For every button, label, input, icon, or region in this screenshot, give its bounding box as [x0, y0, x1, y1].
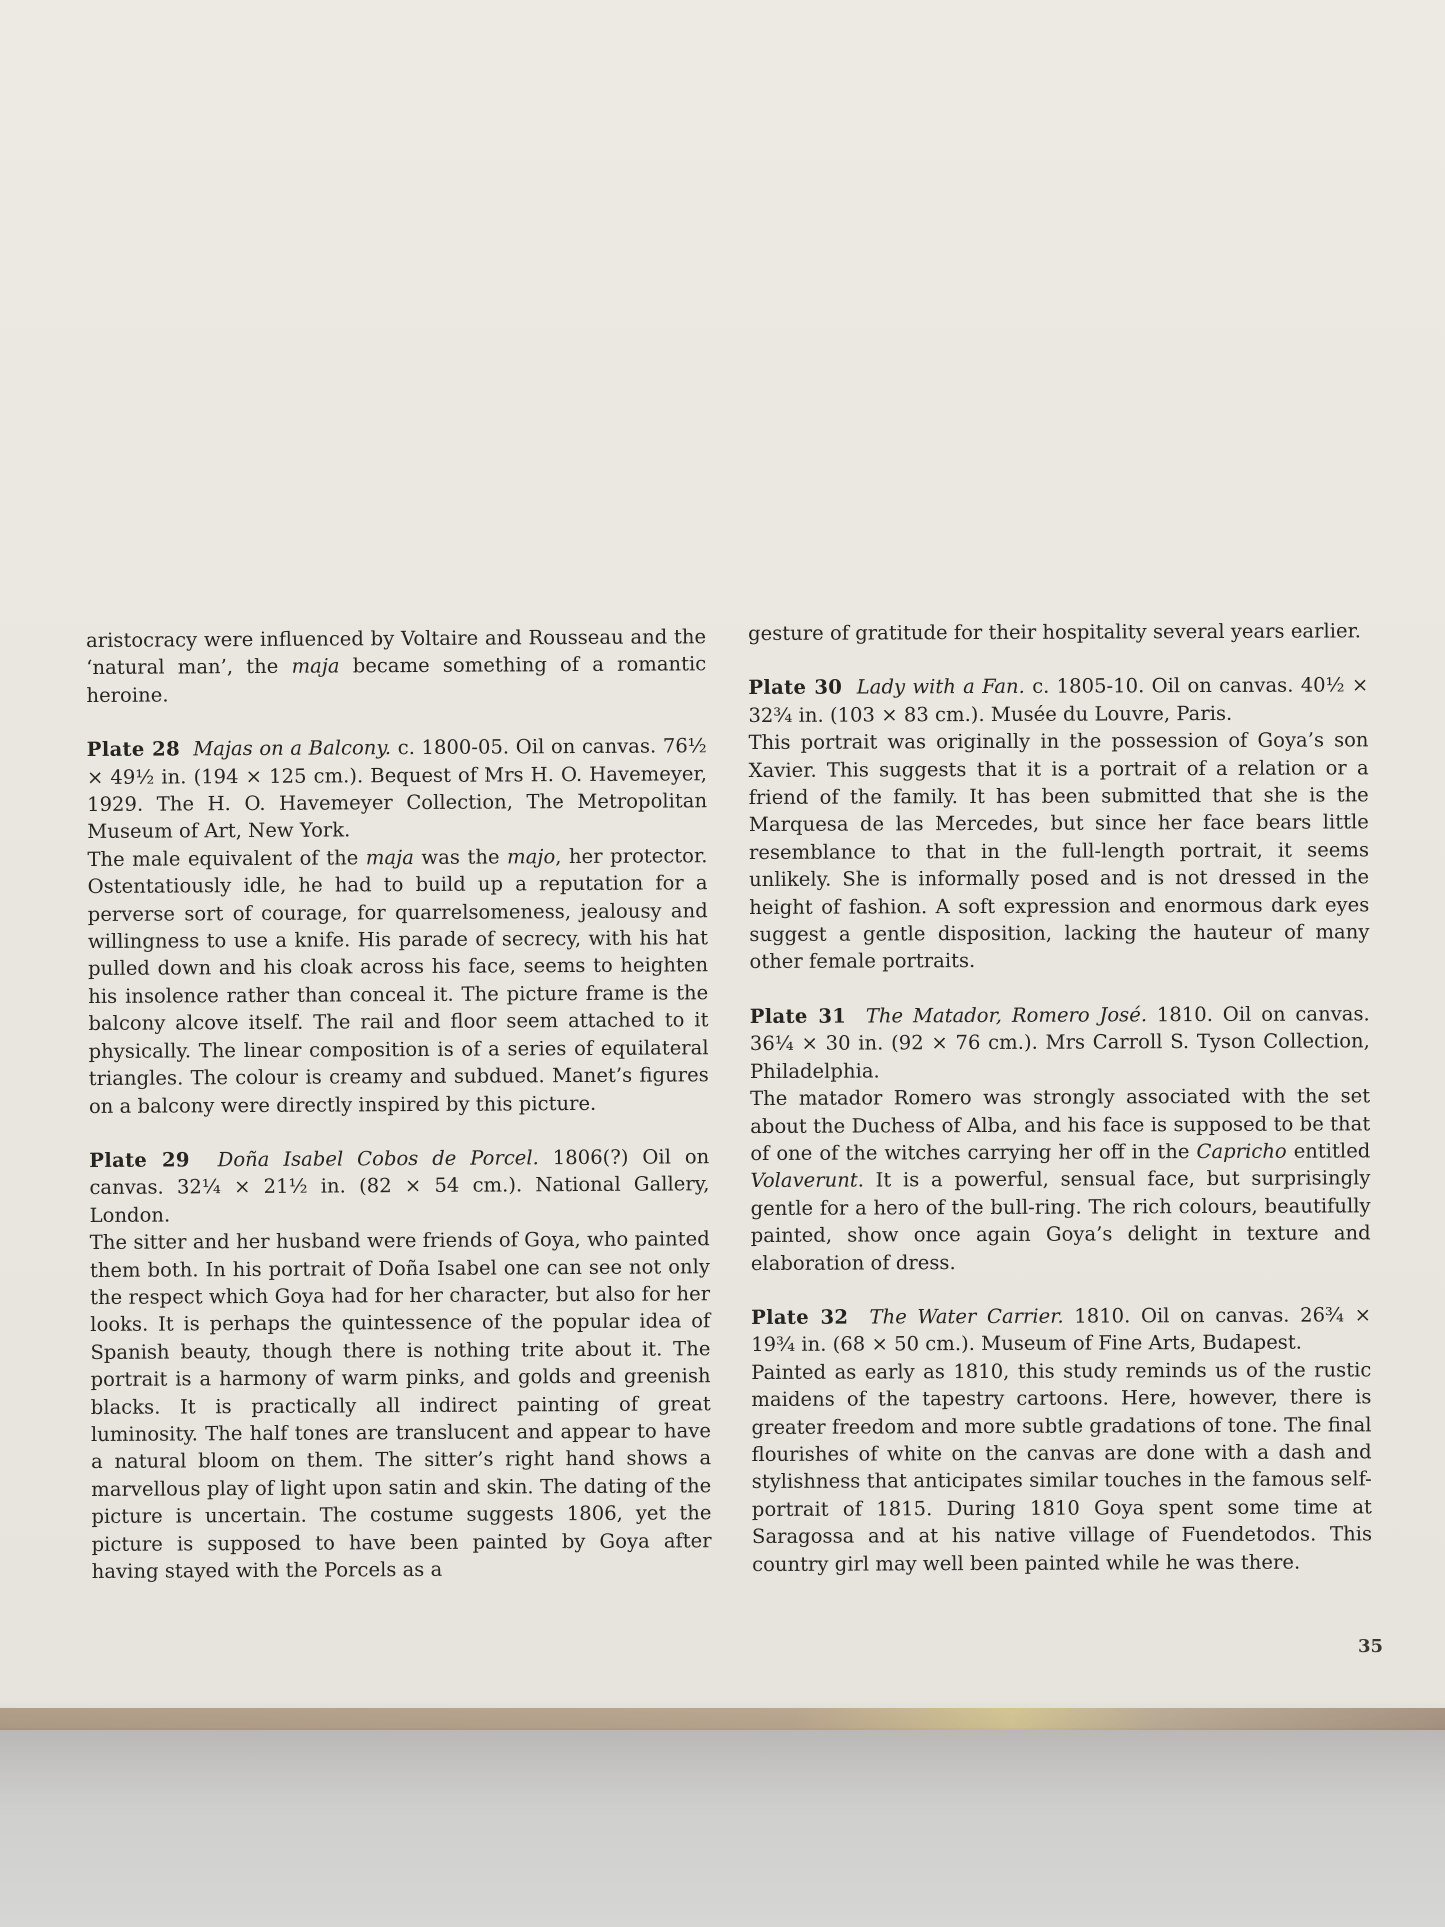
- right-column: [748, 617, 1372, 1578]
- plate-30-caption: [748, 672, 1368, 730]
- plate-details: c. 1800-05. Oil on canvas. 76½ × 49½ in. (194 × 125 cm.). Bequest of Mrs H. O. Havemeyer, 1929. The H. O. Havemeyer Collection, The Metropolitan Museum of Art, New York.: [86, 734, 708, 844]
- plate-32-description: Painted as early as 1810, this study reminds us of the rustic maidens of the tapestry cartoons. Here, however, there is greater freedom and more subtle gradations of tone. The final flourishes of white on the canvas are done with a dash and stylishness that anticipates similar touches in the famous self-portrait of 1815. During 1810 Goya spent some time at Saragossa and at his native village of Fuendetodos. This country girl may well been painted while he was there.: [751, 1358, 1373, 1576]
- plate-title: Doña Isabel Cobos de Porcel.: [217, 1146, 539, 1172]
- plate-title: Lady with a Fan.: [856, 675, 1025, 699]
- plate-details: 1806(?) Oil on canvas. 32¼ × 21½ in. (82 × 54 cm.). National Gallery, London.: [89, 1145, 710, 1227]
- plate-28-entry: [87, 732, 709, 1119]
- plate-label: Plate 31: [749, 1004, 847, 1028]
- plate-label: Plate 30: [748, 675, 843, 700]
- plate-28-description: The male equivalent of the maja was the majo, her protector. Ostentatiously idle, he had to build up a reputation for a perverse sort of courage, for quarrelsomeness, jealousy and willingness to use a knife. His parade of secrecy, with his hat pulled down and his cloak across his face, seems to heighten his insolence rather than conceal it. The picture frame is the balcony alcove itself. The rail and floor seem attached to it physically. The linear composition is of a series of equilateral triangles. The colour is creamy and subdued. Manet’s figures on a balcony were directly inspired by this picture.: [87, 844, 709, 1118]
- plate-details: c. 1805-10. Oil on canvas. 40½ × 32¾ in. (103 × 83 cm.). Musée du Louvre, Paris.: [748, 673, 1369, 727]
- plate-29-entry: [89, 1143, 712, 1585]
- plate-30-entry: [748, 672, 1369, 976]
- plate-32-entry: [751, 1301, 1372, 1578]
- plate-label: Plate 28: [86, 737, 181, 762]
- desk-surface: [0, 1730, 1445, 1927]
- intro-paragraph: aristocracy were influenced by Voltaire and Rousseau and the ‘natural man’, the maja became something of a romantic heroine.: [86, 625, 707, 707]
- plate-29-description: The sitter and her husband were friends of Goya, who painted them both. In his portrait of Doña Isabel one can see not only the respect which Goya had for her character, but also for her looks. It is perhaps the quintessence of the popular idea of Spanish beauty, though there is nothing trite about it. The portrait is a harmony of warm pinks, and golds and greenish blacks. It is practically all indirect painting of great luminosity. The half tones are translucent and appear to have a natural bloom on them. The sitter’s right hand shows a marvellous play of light upon satin and skin. The dating of the picture is uncertain. The costume suggests 1806, yet the picture is supposed to have been painted by Goya after having stayed with the Porcels as a: [89, 1227, 712, 1583]
- plate-28-caption: [87, 732, 708, 845]
- page-number: 35: [1358, 1636, 1384, 1657]
- plate-title: The Matador, Romero José.: [865, 1003, 1148, 1028]
- plate-31-caption: [750, 1000, 1370, 1085]
- continuation-paragraph: gesture of gratitude for their hospitality several years earlier.: [748, 619, 1362, 645]
- plate-details: 1810. Oil on canvas. 36¼ × 30 in. (92 × 76 cm.). Mrs Carroll S. Tyson Collection, Philadelphia.: [749, 1002, 1370, 1083]
- plate-label: Plate 29: [89, 1148, 190, 1172]
- plate-29-caption: [89, 1143, 709, 1229]
- plate-32-caption: [751, 1301, 1371, 1359]
- plate-31-description: The matador Romero was strongly associated with the set about the Duchess of Alba, and his face is supposed to be that of one of the witches carrying her off in the Capricho entitled Volaverunt. It is a powerful, sensual face, but surprisingly gentle for a hero of the bull-ring. The rich colours, beautifully painted, show once again Goya’s delight in texture and elaboration of dress.: [750, 1084, 1371, 1275]
- plate-title: Majas on a Balcony.: [193, 736, 392, 761]
- book-cover-edge: [0, 1708, 1445, 1730]
- left-column: [86, 623, 712, 1585]
- plate-details: 1810. Oil on canvas. 26¾ × 19¾ in. (68 × 50 cm.). Museum of Fine Arts, Budapest.: [751, 1303, 1372, 1357]
- plate-label: Plate 32: [750, 1305, 849, 1329]
- plate-30-description: This portrait was originally in the possession of Goya’s son Xavier. This suggests that it is a portrait of a relation or a friend of the family. It has been submitted that she is the Marquesa de las Mercedes, but since her face bears little resemblance to that in the full-length portrait, it seems unlikely. She is informally posed and is not dressed in the height of fashion. A soft expression and enormous dark eyes suggest a gentle disposition, lacking the hauteur of many other female portraits.: [748, 728, 1370, 974]
- plate-title: The Water Carrier.: [869, 1304, 1064, 1329]
- plate-31-entry: [750, 1000, 1371, 1277]
